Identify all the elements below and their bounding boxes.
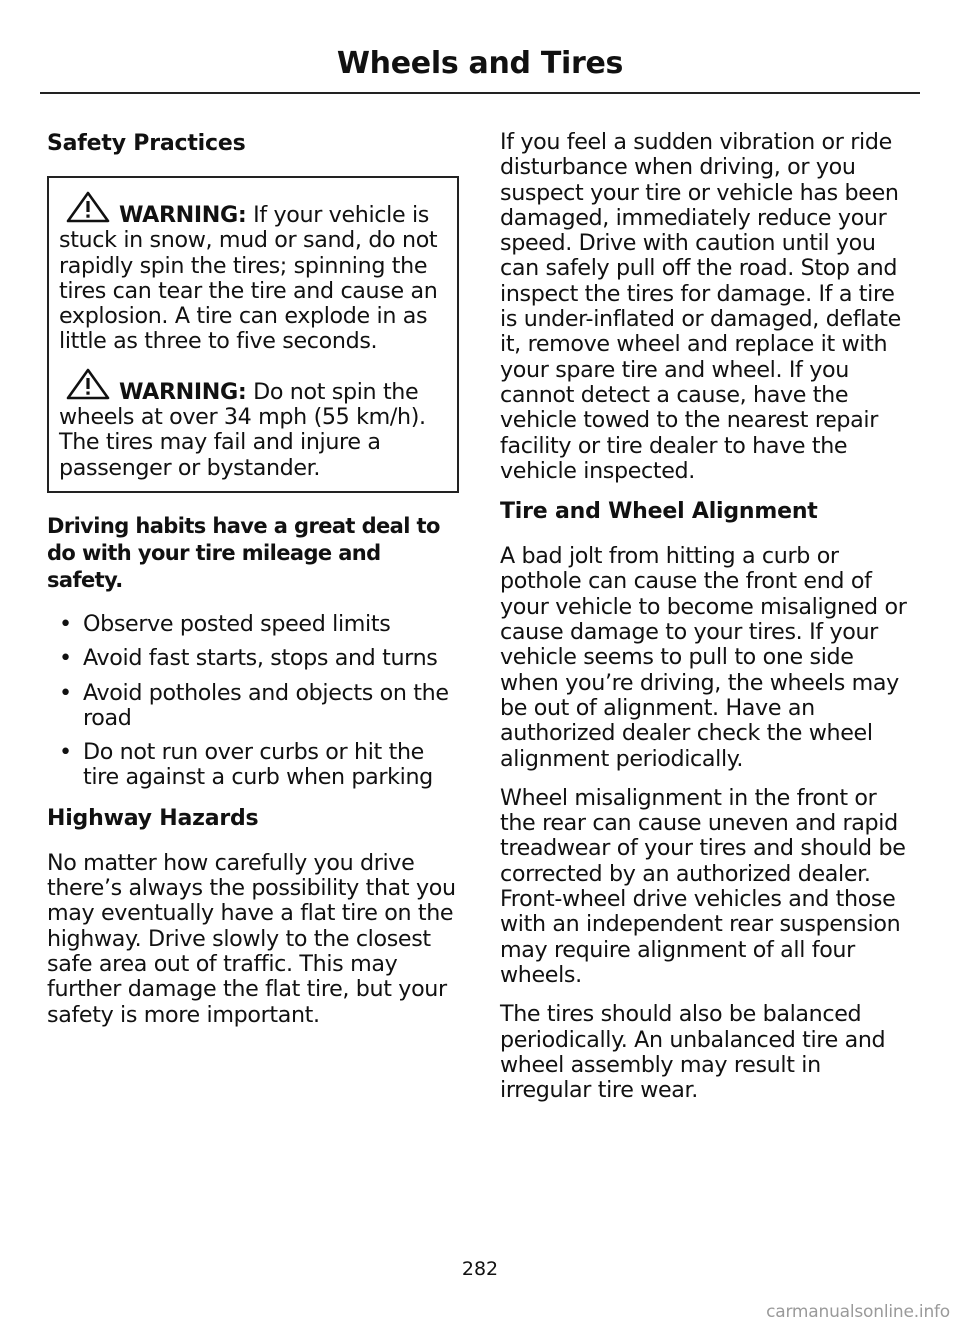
list-item	[47, 740, 459, 791]
highway-hazards-text: No matter how carefully you drive there’s always the possibility that you may eventually have a flat tire on the highway. Drive slowly to the closest safe area out of traffic. This may further damage the flat tire, but your safety is more important.	[47, 849, 456, 1028]
warning-1	[59, 190, 447, 355]
page-header	[40, 40, 920, 94]
warning-2-label: WARNING:	[119, 378, 247, 405]
warning-box	[47, 176, 459, 493]
list-item	[47, 612, 459, 637]
alignment-paragraph-1: A bad jolt from hitting a curb or pothole can cause the front end of your vehicle to become misaligned or cause damage to your tires. If your vehicle seems to pull to one side when you’re driving, the wheels may be out of alignment. Have an authorized dealer check the wheel alignment periodically.	[500, 543, 907, 772]
driving-tips-list	[47, 612, 459, 791]
warning-triangle-icon	[63, 190, 113, 224]
list-item-text: Observe posted speed limits	[83, 610, 391, 637]
warning-1-text: If your vehicle is stuck in snow, mud or sand, do not rapidly spin the tires; spinning the tires can tear the tire and cause an explosion. A tire can explode in as little as three to five seconds.	[59, 202, 438, 355]
vibration-text: If you feel a sudden vibration or ride disturbance when driving, or you suspect your tire or vehicle has been damaged, immediately reduce your speed. Drive with caution until you can safely pull off the road. Stop and inspect the tires for damage. If a tire is under-inflated or damaged, deflate it, remove wheel and replace it with your spare tire and wheel. If you cannot detect a cause, have the vehicle towed to the nearest repair facility or tire dealer to have the vehicle inspected.	[500, 129, 901, 484]
warning-1-label: WARNING:	[119, 202, 247, 228]
bullet-icon: •	[59, 739, 72, 766]
list-item	[47, 681, 459, 732]
page-number: 282	[461, 1258, 499, 1280]
safety-practices-heading: Safety Practices	[47, 131, 246, 156]
driving-habits-heading: Driving habits have a great deal to do with your tire mileage and safety.	[47, 513, 440, 592]
left-column	[47, 130, 459, 1042]
list-item	[47, 646, 459, 671]
warning-triangle-icon	[63, 367, 113, 401]
alignment-paragraph-3: The tires should also be balanced periodically. An unbalanced tire and wheel assembly may result in irregular tire wear.	[500, 1001, 886, 1104]
bullet-icon: •	[59, 679, 72, 706]
bullet-icon: •	[59, 610, 72, 637]
warning-2	[59, 367, 447, 481]
alignment-paragraph-2: Wheel misalignment in the front or the rear can cause uneven and rapid treadwear of your tires and should be corrected by an authorized dealer. Front-wheel drive vehicles and those with an independent rear suspension may require alignment of all four wheels.	[500, 784, 906, 988]
warning-2-text: Do not spin the wheels at over 34 mph (55 km/h). The tires may fail and injure a passenger or bystander.	[59, 378, 426, 481]
watermark: carmanualsonline.info	[766, 1302, 950, 1322]
right-column	[500, 130, 914, 1117]
highway-hazards-heading: Highway Hazards	[47, 805, 259, 831]
list-item-text: Avoid potholes and objects on the road	[83, 679, 449, 731]
alignment-heading: Tire and Wheel Alignment	[500, 499, 818, 525]
page-title: Wheels and Tires	[336, 46, 624, 81]
list-item-text: Avoid fast starts, stops and turns	[83, 645, 438, 672]
list-item-text: Do not run over curbs or hit the tire against a curb when parking	[83, 739, 433, 791]
bullet-icon: •	[59, 645, 72, 672]
